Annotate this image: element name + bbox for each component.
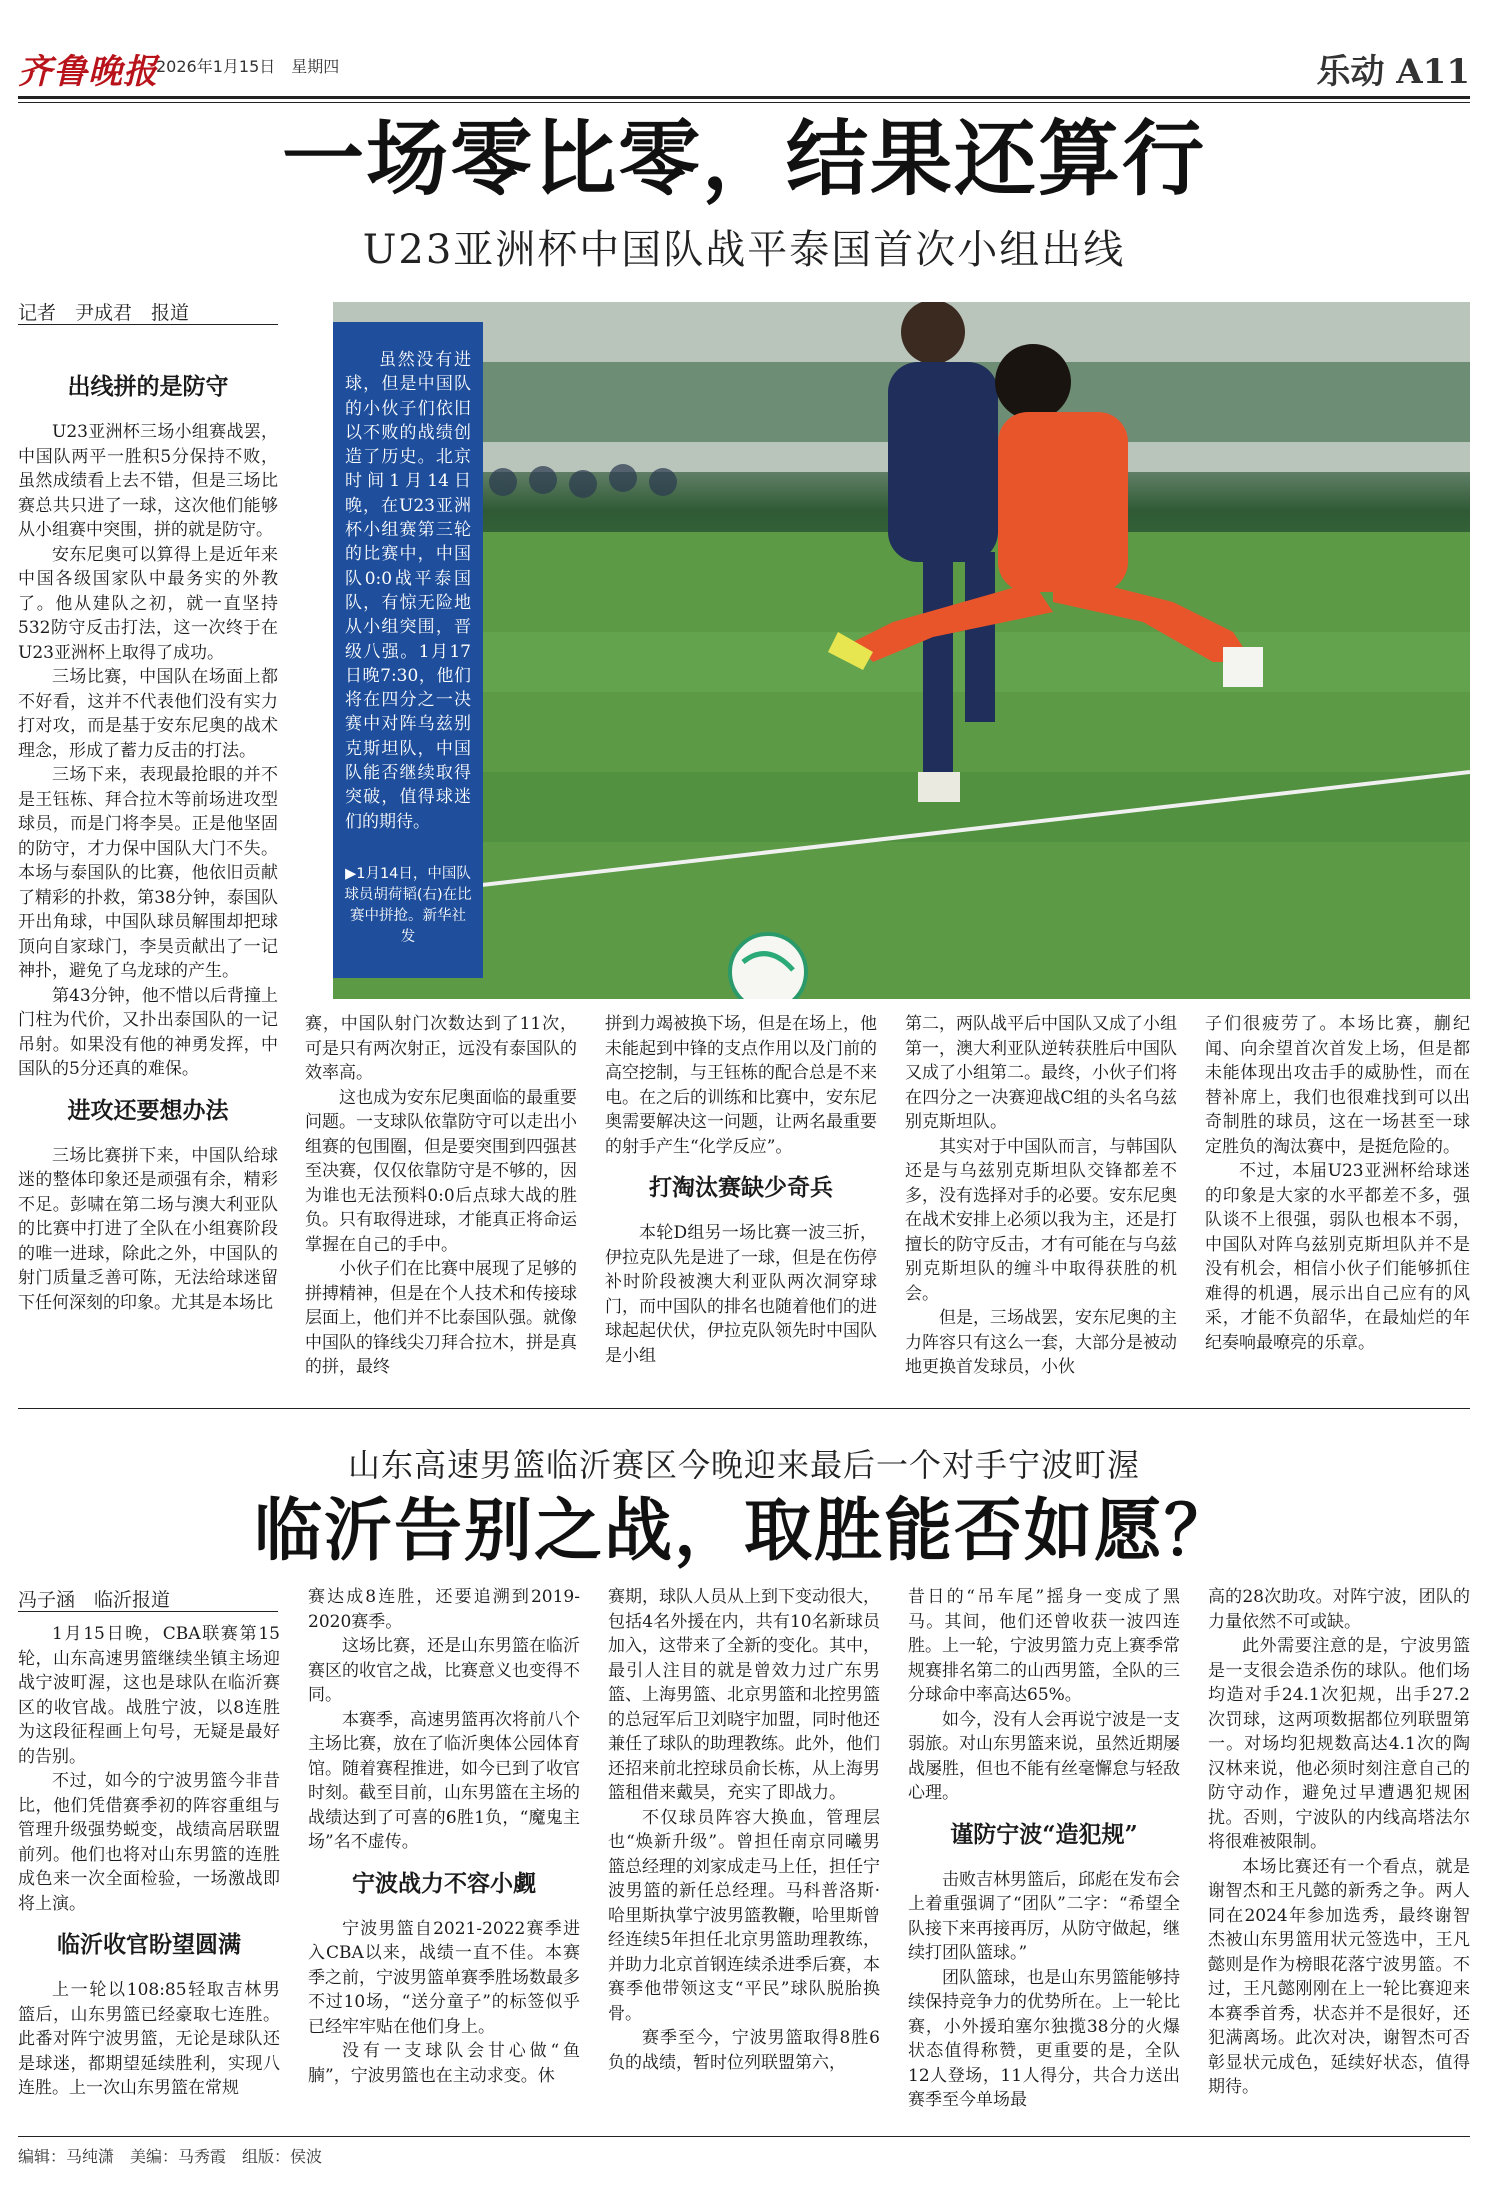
body-paragraph: 高的28次助攻。对阵宁波，团队的力量依然不可或缺。 [1208, 1587, 1470, 1632]
body-paragraph: 本轮D组另一场比赛一波三折，伊拉克队先是进了一球，但是在伤停补时阶段被澳大利亚队两次洞穿球门，而中国队的排名也随着他们的进球起起伏伏，伊拉克队领先时中国队是小组 [605, 1223, 877, 1366]
body-paragraph: 三场比赛拼下来，中国队给球迷的整体印象还是顽强有余，精彩不足。彭啸在第二场与澳大利亚队的比赛中打进了全队在小组赛阶段的唯一进球，除此之外，中国队的射门质量乏善可陈，无法给球迷留下任何深刻的印象。尤其是本场比 [18, 1145, 278, 1313]
article1-subheadline: U23亚洲杯中国队战平泰国首次小组出线 [362, 227, 1126, 273]
body-paragraph: 第43分钟，他不惜以后背撞上门柱为代价，又扑出泰国队的一记吊射。如果没有他的神勇发挥，中国队的5分还真的难保。 [18, 985, 278, 1079]
body-paragraph: 不仅球员阵容大换血，管理层也“焕新升级”。曾担任南京同曦男篮总经理的刘家成走马上任，担任宁波男篮的新任总经理。马科普洛斯·哈里斯执掌宁波男篮教鞭，哈里斯曾经连续5年担任北京男篮助理教练，并助力北京首钢连续杀进季后赛，本赛季他带领这支“平民”球队脱胎换骨。 [608, 1807, 880, 2024]
article1-headline: 一场零比零，结果还算行 [281, 111, 1206, 207]
section-heading: 出线拼的是防守 [67, 373, 229, 400]
footer-rule [18, 2136, 1470, 2137]
body-paragraph: 赛期，球队人员从上到下变动很大，包括4名外援在内，共有10名新球员加入，这带来了全新的变化。其中，最引人注目的就是曾效力过广东男篮、上海男篮、北京男篮和北控男篮的总冠军后卫刘晓宇加盟，同时他还兼任了球队的助理教练。此外，他们还招来前北控球员俞长栋，从上海男篮租借来戴昊，充实了即战力。 [608, 1587, 880, 1803]
section-heading: 谨防宁波“造犯规” [950, 1820, 1138, 1848]
body-paragraph: 赛季至今，宁波男篮取得8胜6负的战绩，暂时位列联盟第六， [608, 2028, 880, 2073]
match-photo [333, 302, 1470, 999]
body-paragraph: 赛达成8连胜，还要追溯到2019-2020赛季。 [308, 1587, 580, 1632]
section-heading: 宁波战力不容小觑 [352, 1869, 536, 1897]
article1-column-3 [605, 1012, 877, 1384]
article1-column-4 [905, 1012, 1177, 1384]
body-paragraph: 子们很疲劳了。本场比赛，蒯纪闻、向余望首次首发上场，但是都未能体现出攻击手的威胁性，而在替补席上，我们也很难找到可以出奇制胜的球员，这在一场甚至一球定胜负的淘汰赛中，是挺危险的。 [1205, 1014, 1470, 1157]
body-paragraph: 但是，三场战罢，安东尼奥的主力阵容只有这么一套，大部分是被动地更换首发球员，小伙 [905, 1308, 1177, 1377]
body-paragraph: U23亚洲杯三场小组赛战罢，中国队两平一胜积5分保持不败，虽然成绩看上去不错，但是三场比赛总共只进了一球，这次他们能够从小组赛中突围，拼的就是防守。 [18, 422, 278, 540]
body-paragraph: 1月15日晚，CBA联赛第15轮，山东高速男篮继续坐镇主场迎战宁波町渥，这也是球队在临沂赛区的收官战。战胜宁波，以8连胜为这段征程画上句号，无疑是最好的告别。 [18, 1624, 280, 1767]
body-paragraph: 安东尼奥可以算得上是近年来中国各级国家队中最务实的外教了。他从建队之初，就一直坚持532防守反击打法，这一次终于在U23亚洲杯上取得了成功。 [18, 544, 278, 663]
caption-lead-text: 虽然没有进球，但是中国队的小伙子们依旧以不败的战绩创造了历史。北京时间1月14日晚，在U23亚洲杯小组赛第三轮的比赛中，中国队0:0战平泰国队，有惊无险地从小组突围，晋级八强。1月17日晚7:30，他们将在四分之一决赛中对阵乌兹别克斯坦队，中国队能否继续取得突破，值得球迷们的期待。 [345, 350, 471, 832]
body-paragraph: 第二，两队战平后中国队又成了小组第一，澳大利亚队逆转获胜后中国队又成了小组第二。最终，小伙子们将在四分之一决赛迎战C组的头名乌兹别克斯坦队。 [905, 1014, 1177, 1132]
body-paragraph: 击败吉林男篮后，邱彪在发布会上着重强调了“团队”二字：“希望全队接下来再接再厉，从防守做起，继续打团队篮球。” [908, 1869, 1180, 1963]
body-paragraph: 小伙子们在比赛中展现了足够的拼搏精神，但是在个人技术和传接球层面上，他们并不比泰国队强。就像中国队的锋线尖刀拜合拉木，拼是真的拼，最终 [305, 1259, 577, 1377]
body-paragraph: 本赛季，高速男篮再次将前八个主场比赛，放在了临沂奥体公园体育馆。随着赛程推进，如今已到了收官时刻。截至目前，山东男篮在主场的战绩达到了可喜的6胜1负，“魔鬼主场”名不虚传。 [308, 1709, 580, 1852]
photo-caption-box [333, 322, 483, 978]
article1-byline: 记者 尹成君 报道 [18, 302, 190, 324]
body-paragraph: 昔日的“吊车尾”摇身一变成了黑马。其间，他们还曾收获一波四连胜。上一轮，宁波男篮力克上赛季常规赛排名第二的山西男篮，全队的三分球命中率高达65%。 [908, 1587, 1180, 1705]
byline-rule [18, 324, 278, 325]
article1-column-1 [18, 358, 278, 1383]
body-paragraph: 三场比赛，中国队在场面上都不好看，这并不代表他们没有实力打对攻，而是基于安东尼奥的战术理念，形成了蓄力反击的打法。 [18, 667, 278, 761]
section-heading: 打淘汰赛缺少奇兵 [649, 1174, 833, 1201]
match-photo-illustration [333, 302, 1470, 999]
body-paragraph: 本场比赛还有一个看点，就是谢智杰和王凡懿的新秀之争。两人同在2024年参加选秀，最终谢智杰被山东男篮用状元签选中，王凡懿则是作为榜眼花落宁波男篮。不过，王凡懿刚刚在上一轮比赛迎来本赛季首秀，状态并不是很好，还犯满离场。此次对决，谢智杰可否彰显状元成色，延续好状态，值得期待。 [1208, 1856, 1470, 2097]
article1-column-5 [1205, 1012, 1470, 1384]
body-paragraph: 上一轮以108:85轻取吉林男篮后，山东男篮已经豪取七连胜。此番对阵宁波男篮，无论是球队还是球迷，都期望延续胜利，实现八连胜。上一次山东男篮在常规 [18, 1980, 280, 2098]
body-paragraph: 这场比赛，还是山东男篮在临沂赛区的收官之战，比赛意义也变得不同。 [308, 1636, 580, 1705]
photo-credit: ▶1月14日，中国队球员胡荷韬(右)在比赛中拼抢。新华社发 [344, 866, 472, 945]
body-paragraph: 不过，本届U23亚洲杯给球迷的印象是大家的水平都差不多，强队谈不上很强，弱队也根本不弱，中国队对阵乌兹别克斯坦队并不是没有机会，相信小伙子们能够抓住难得的机遇，展示出自己应有的风采，才能不负韶华，在最灿烂的年纪奏响最嘹亮的乐章。 [1205, 1161, 1470, 1353]
body-paragraph: 此外需要注意的是，宁波男篮是一支很会造杀伤的球队。他们场均造对手24.1次犯规，出手27.2次罚球，这两项数据都位列联盟第一。对场均犯规数高达4.1次的陶汉林来说，他必须时刻注意自己的防守动作，避免过早遭遇犯规困扰。否则，宁波队的内线高塔法尔将很难被限制。 [1208, 1636, 1470, 1852]
body-paragraph: 拼到力竭被换下场，但是在场上，他未能起到中锋的支点作用以及门前的高空挖制，与王钰栋的配合总是不来电。在之后的训练和比赛中，安东尼奥需要解决这一问题，让两名最重要的射手产生“化学反应”。 [605, 1014, 877, 1157]
editor-credits: 编辑：马纯潇 美编：马秀霞 组版：侯波 [18, 2147, 323, 2166]
article2-byline: 冯子涵 临沂报道 [18, 1589, 171, 1611]
article2-headline: 临沂告别之战，取胜能否如愿？ [253, 1491, 1234, 1571]
body-paragraph: 这也成为安东尼奥面临的最重要问题。一支球队依靠防守可以走出小组赛的包围圈，但是要突围到四强甚至决赛，仅仅依靠防守是不够的，因为谁也无法预料0:0后点球大战的胜负。只有取得进球，才能真正将命运掌握在自己的手中。 [305, 1087, 577, 1255]
article2-subheadline: 山东高速男篮临沂赛区今晚迎来最后一个对手宁波町渥 [347, 1446, 1140, 1484]
header-rule [18, 96, 1470, 99]
article2-column-1 [18, 1622, 280, 2127]
page-header [18, 44, 1470, 96]
body-paragraph: 赛，中国队射门次数达到了11次，可是只有两次射正，远没有泰国队的效率高。 [305, 1014, 577, 1083]
issue-date: 2026年1月15日 星期四 [156, 57, 340, 76]
byline-rule-2 [18, 1611, 278, 1612]
body-paragraph: 没有一支球队会甘心做“鱼腩”，宁波男篮也在主动求变。休 [308, 2041, 580, 2086]
article2-column-4 [908, 1585, 1180, 2127]
section-page-label: 乐动 A11 [1316, 52, 1470, 92]
header-rule-thin [18, 102, 1470, 103]
body-paragraph: 团队篮球，也是山东男篮能够持续保持竞争力的优势所在。上一轮比赛，小外援珀塞尔独揽38分的火爆状态值得称赞，更重要的是，全队12人登场，11人得分，共合力送出赛季至今单场最 [908, 1967, 1180, 2110]
newspaper-logo: 齐鲁晚报 [18, 52, 158, 92]
body-paragraph: 三场下来，表现最抢眼的并不是王钰栋、拜合拉木等前场进攻型球员，而是门将李昊。正是他坚固的防守，才力保中国队大门不失。本场与泰国队的比赛，他依旧贡献了精彩的扑救，第38分钟，泰国队开出角球，中国队球员解围却把球顶向自家球门，李昊贡献出了一记神扑，避免了乌龙球的产生。 [18, 765, 278, 981]
caption-lead [345, 348, 471, 834]
body-paragraph: 宁波男篮自2021-2022赛季进入CBA以来，战绩一直不佳。本赛季之前，宁波男篮单赛季胜场数最多不过10场，“送分童子”的标签似乎已经牢牢贴在他们身上。 [308, 1918, 580, 2037]
body-paragraph: 不过，如今的宁波男篮今非昔比，他们凭借赛季初的阵容重组与管理升级强势蜕变，战绩高居联盟前列。他们也将对山东男篮的连胜成色来一次全面检验，一场激战即将上演。 [18, 1771, 280, 1914]
article2-column-5 [1208, 1585, 1470, 2127]
body-paragraph: 如今，没有人会再说宁波是一支弱旅。对山东男篮来说，虽然近期屡战屡胜，但也不能有丝毫懈怠与轻敌心理。 [908, 1709, 1180, 1803]
article2-column-2 [308, 1585, 580, 2127]
section-heading: 临沂收官盼望圆满 [57, 1931, 241, 1958]
section-heading: 进攻还要想办法 [67, 1096, 229, 1124]
article2-column-3 [608, 1585, 880, 2127]
football [730, 934, 806, 999]
body-paragraph: 其实对于中国队而言，与韩国队还是与乌兹别克斯坦队交锋都差不多，没有选择对手的必要。安东尼奥在战术安排上必须以我为主，还是打擅长的防守反击，才有可能在与乌兹别克斯坦队的缠斗中取得获胜的机会。 [905, 1136, 1177, 1304]
article1-column-2 [305, 1012, 577, 1384]
article-separator [18, 1408, 1470, 1409]
